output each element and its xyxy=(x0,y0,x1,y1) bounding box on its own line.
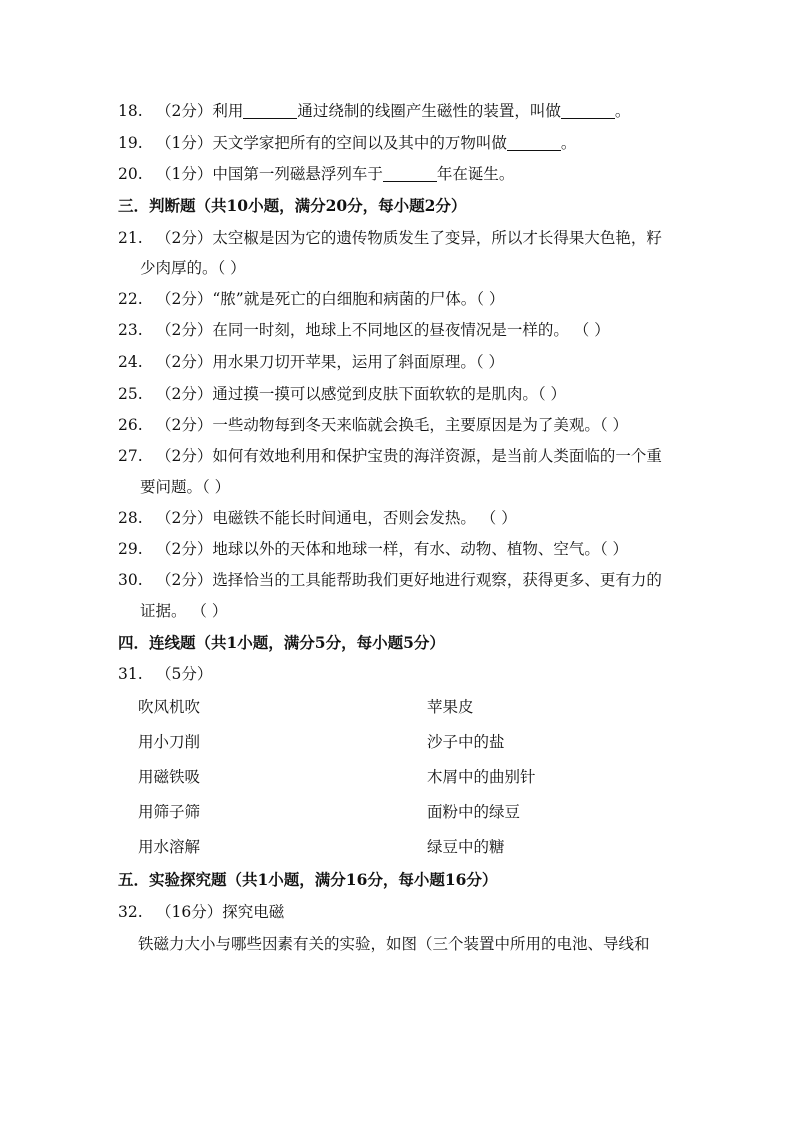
question-19 xyxy=(118,133,576,153)
question-text: （2分）通过摸一摸可以感觉到皮肤下面软软的是肌肉。（ ） xyxy=(156,385,567,403)
question-text: （1分）中国第一列磁悬浮列车于 xyxy=(156,165,383,183)
question-number: 25. xyxy=(118,385,143,403)
question-text: 年在诞生。 xyxy=(436,165,515,183)
question-number: 22. xyxy=(118,290,143,308)
question-27 xyxy=(118,446,662,466)
match-left-item[interactable]: 用小刀削 xyxy=(138,733,201,751)
question-number: 27. xyxy=(118,447,143,465)
match-right-item[interactable]: 沙子中的盐 xyxy=(427,733,505,751)
question-number: 24. xyxy=(118,353,143,371)
section-heading-matching: 四．连线题（共1小题，满分5分，每小题5分） xyxy=(118,633,445,652)
match-left-item[interactable]: 用磁铁吸 xyxy=(138,768,201,786)
match-right-item[interactable]: 苹果皮 xyxy=(427,698,474,716)
question-text: （16分）探究电磁 xyxy=(156,903,285,921)
question-23 xyxy=(118,320,610,340)
question-number: 18. xyxy=(118,102,143,120)
match-left-item[interactable]: 用水溶解 xyxy=(138,838,201,856)
question-number: 28. xyxy=(118,509,143,527)
question-21-continuation: 少肉厚的。（ ） xyxy=(140,259,246,277)
question-24 xyxy=(118,352,504,372)
question-text: （2分）一些动物每到冬天来临就会换毛，主要原因是为了美观。（ ） xyxy=(156,416,629,434)
question-32-continuation: 铁磁力大小与哪些因素有关的实验，如图（三个装置中所用的电池、导线和 xyxy=(138,935,650,953)
question-text: （2分）选择恰当的工具能帮助我们更好地进行观察，获得更多、更有力的 xyxy=(156,571,662,589)
question-text: （2分）在同一时刻，地球上不同地区的昼夜情况是一样的。 （ ） xyxy=(156,321,610,339)
question-31 xyxy=(118,664,212,684)
question-text: （2分）如何有效地利用和保护宝贵的海洋资源，是当前人类面临的一个重 xyxy=(156,447,662,465)
question-number: 32. xyxy=(118,903,143,921)
answer-blank[interactable] xyxy=(243,103,297,119)
question-text: 通过绕制的线圈产生磁性的装置，叫做 xyxy=(297,102,561,120)
question-text: 。 xyxy=(560,134,577,152)
question-number: 21. xyxy=(118,229,143,247)
question-text: 。 xyxy=(614,102,631,120)
question-text: （2分）利用 xyxy=(156,102,244,120)
answer-blank[interactable] xyxy=(507,135,561,151)
answer-blank[interactable] xyxy=(561,103,615,119)
question-21 xyxy=(118,228,662,248)
match-right-item[interactable]: 木屑中的曲别针 xyxy=(427,768,536,786)
question-18 xyxy=(118,101,630,121)
match-right-item[interactable]: 绿豆中的糖 xyxy=(427,838,505,856)
question-22 xyxy=(118,289,504,309)
match-right-item[interactable]: 面粉中的绿豆 xyxy=(427,803,521,821)
question-20 xyxy=(118,164,514,184)
question-text: （2分）太空椒是因为它的遗传物质发生了变异，所以才长得果大色艳，籽 xyxy=(156,229,662,247)
question-29 xyxy=(118,539,628,559)
question-number: 26. xyxy=(118,416,143,434)
question-30-continuation: 证据。 （ ） xyxy=(140,602,228,620)
question-text: （1分）天文学家把所有的空间以及其中的万物叫做 xyxy=(156,134,507,152)
match-left-item[interactable]: 用筛子筛 xyxy=(138,803,201,821)
question-text: （2分）用水果刀切开苹果，运用了斜面原理。（ ） xyxy=(156,353,505,371)
question-number: 19. xyxy=(118,134,143,152)
question-text: （2分）电磁铁不能长时间通电，否则会发热。 （ ） xyxy=(156,509,517,527)
answer-blank[interactable] xyxy=(383,166,437,182)
question-27-continuation: 要问题。（ ） xyxy=(140,478,231,496)
match-left-item[interactable]: 吹风机吹 xyxy=(138,698,201,716)
question-number: 29. xyxy=(118,540,143,558)
section-heading-experiment: 五．实验探究题（共1小题，满分16分，每小题16分） xyxy=(118,870,498,889)
question-text: （2分）“脓”就是死亡的白细胞和病菌的尸体。（ ） xyxy=(156,290,505,308)
question-32 xyxy=(118,902,284,922)
section-heading-judgement: 三．判断题（共10小题，满分20分，每小题2分） xyxy=(118,196,467,215)
question-25 xyxy=(118,384,566,404)
question-30 xyxy=(118,570,662,590)
question-26 xyxy=(118,415,628,435)
question-score: （5分） xyxy=(156,665,213,683)
question-number: 20. xyxy=(118,165,143,183)
question-28 xyxy=(118,508,517,528)
question-text: （2分）地球以外的天体和地球一样，有水、动物、植物、空气。（ ） xyxy=(156,540,629,558)
question-number: 23. xyxy=(118,321,143,339)
question-number: 31. xyxy=(118,665,143,683)
question-number: 30. xyxy=(118,571,143,589)
